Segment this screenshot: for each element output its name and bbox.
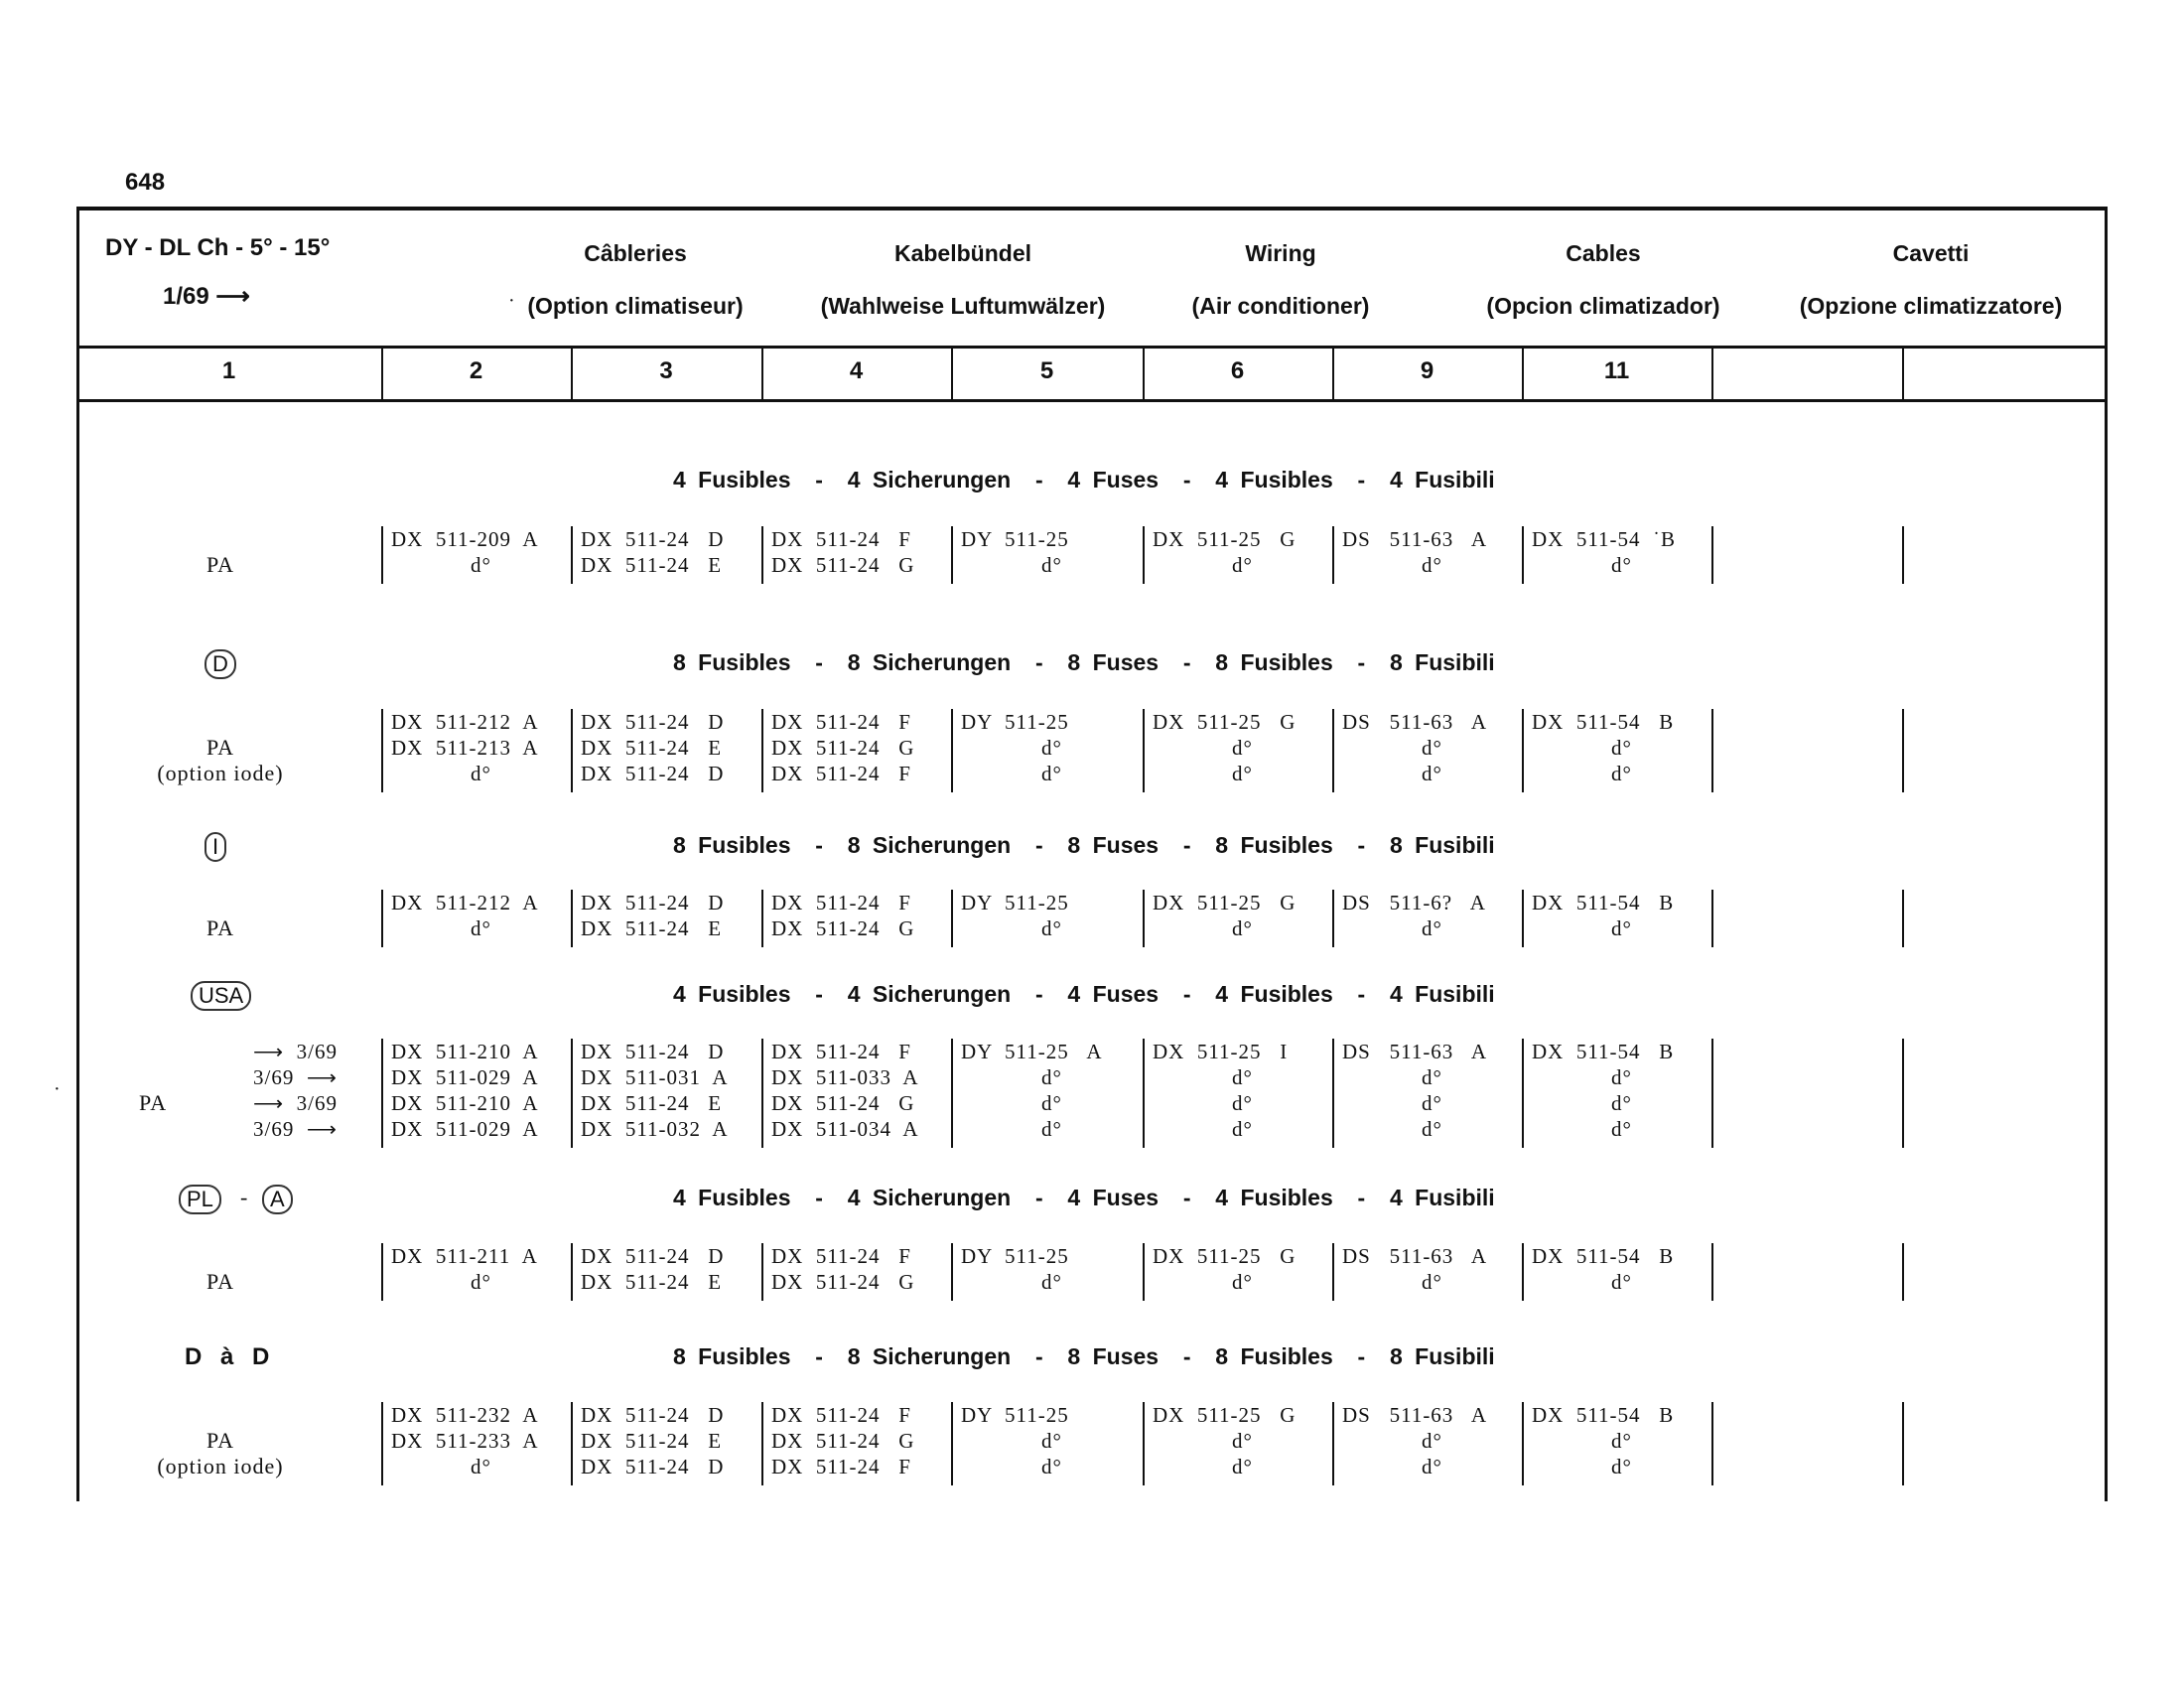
fuse-heading: 4 Fusibles - 4 Sicherungen - 4 Fuses - 4 Fusibles - 4 Fusibili — [673, 981, 1495, 1007]
part-cell — [1332, 1039, 1522, 1148]
part-number: DY 511-25 — [961, 891, 1069, 914]
part-cell — [381, 1039, 571, 1148]
part-number: d° — [1422, 762, 1442, 785]
column-separator — [381, 349, 383, 399]
part-cell — [1143, 1402, 1332, 1485]
stray-mark: · — [54, 1078, 61, 1100]
row-label — [111, 552, 330, 578]
part-number: DX 511-54 B — [1532, 1244, 1675, 1268]
part-number: d° — [471, 1455, 491, 1478]
part-number: d° — [471, 553, 491, 577]
part-cell — [1522, 526, 1711, 584]
part-cell — [571, 1039, 761, 1148]
model-line-1: DY - DL Ch - 5° - 15° — [105, 234, 331, 261]
part-number: d° — [1422, 1429, 1442, 1453]
column-rule — [1902, 1402, 1904, 1485]
fuse-heading: 4 Fusibles - 4 Sicherungen - 4 Fuses - 4 Fusibles - 4 Fusibili — [673, 1185, 1495, 1210]
part-number: d° — [1041, 916, 1062, 940]
part-number: DX 511-029 A — [391, 1065, 539, 1089]
part-number: DX 511-24 D — [581, 710, 725, 734]
part-number: d° — [1041, 1065, 1062, 1089]
part-number: d° — [1422, 1065, 1442, 1089]
part-number: DX 511-24 D — [581, 1040, 725, 1063]
part-number: d° — [1232, 1270, 1253, 1294]
part-number: DX 511-24 F — [771, 710, 911, 734]
column-number: 3 — [659, 357, 673, 384]
part-number: DX 511-24 E — [581, 553, 723, 577]
column-separator — [1332, 349, 1334, 399]
part-cell — [1332, 1243, 1522, 1301]
part-cell — [951, 1039, 1143, 1148]
part-number: d° — [1611, 916, 1632, 940]
label-line: PA — [205, 1269, 235, 1294]
part-number: DX 511-54 B — [1532, 710, 1675, 734]
date-range: ⟶ 3/69 — [253, 1040, 338, 1063]
region-marker: D à D — [185, 1343, 276, 1370]
part-cell — [1143, 526, 1332, 584]
row-label — [111, 915, 330, 941]
column-number: 11 — [1603, 357, 1630, 384]
column-separator — [1711, 349, 1713, 399]
column-number: 4 — [849, 357, 864, 384]
part-number: d° — [1422, 1270, 1442, 1294]
part-number: DX 511-24 E — [581, 1429, 723, 1453]
part-number: DX 511-209 A — [391, 527, 539, 551]
part-number: d° — [1611, 1429, 1632, 1453]
page-number: 648 — [125, 169, 166, 196]
part-cell — [951, 526, 1143, 584]
row-label — [111, 1428, 330, 1479]
fuse-heading: 8 Fusibles - 8 Sicherungen - 8 Fuses - 8 Fusibles - 8 Fusibili — [673, 649, 1495, 675]
column-rule — [1902, 1243, 1904, 1301]
part-number: DX 511-031 A — [581, 1065, 729, 1089]
part-cell — [381, 1243, 571, 1301]
part-number: DX 511-54 B — [1532, 891, 1675, 914]
part-number: d° — [1041, 1117, 1062, 1141]
column-number: 2 — [469, 357, 483, 384]
language-title: Cavetti — [1892, 240, 1970, 266]
part-number: d° — [1422, 916, 1442, 940]
part-cell — [761, 890, 951, 947]
column-rule — [1711, 526, 1713, 584]
part-number: DX 511-24 D — [581, 891, 725, 914]
part-cell — [571, 1243, 761, 1301]
part-number: DX 511-034 A — [771, 1117, 919, 1141]
part-number: d° — [1232, 762, 1253, 785]
part-number: DS 511-63 A — [1342, 710, 1488, 734]
language-subtitle: (Option climatiseur) — [527, 293, 744, 319]
part-cell — [951, 1243, 1143, 1301]
part-number: DX 511-213 A — [391, 736, 539, 760]
part-number: d° — [1611, 1455, 1632, 1478]
part-number: d° — [1422, 1117, 1442, 1141]
part-cell — [571, 890, 761, 947]
part-number: DS 511-63 A — [1342, 1403, 1488, 1427]
row-label: PA — [139, 1090, 168, 1115]
column-separator — [571, 349, 573, 399]
fuse-heading: 8 Fusibles - 8 Sicherungen - 8 Fuses - 8 Fusibles - 8 Fusibili — [673, 1343, 1495, 1369]
part-cell — [381, 709, 571, 792]
part-number: DX 511-24 F — [771, 762, 911, 785]
part-number: DX 511-25 G — [1153, 710, 1297, 734]
part-number: DX 511-24 G — [771, 1270, 915, 1294]
part-cell — [1522, 1243, 1711, 1301]
part-cell — [381, 1402, 571, 1485]
part-number: DX 511-24 F — [771, 1244, 911, 1268]
part-number: d° — [1611, 736, 1632, 760]
column-separator — [1143, 349, 1145, 399]
part-number: DX 511-24 F — [771, 891, 911, 914]
part-number: d° — [1422, 553, 1442, 577]
column-rule — [1902, 709, 1904, 792]
language-subtitle: (Wahlweise Luftumwälzer) — [820, 293, 1106, 319]
part-cell — [381, 526, 571, 584]
stray-mark: · — [508, 290, 515, 312]
part-number: DX 511-212 A — [391, 710, 539, 734]
part-number: DX 511-210 A — [391, 1091, 539, 1115]
part-cell — [1332, 890, 1522, 947]
part-number: DX 511-029 A — [391, 1117, 539, 1141]
part-cell — [761, 1243, 951, 1301]
language-column — [1732, 240, 2129, 320]
column-rule — [1711, 709, 1713, 792]
part-number: d° — [1041, 762, 1062, 785]
column-rule — [1711, 1402, 1713, 1485]
marker-separator: - — [240, 1185, 248, 1209]
part-cell — [1143, 709, 1332, 792]
part-number: DS 511-6? A — [1342, 891, 1486, 914]
part-cell — [1143, 890, 1332, 947]
column-rule — [1711, 1243, 1713, 1301]
part-number: d° — [471, 916, 491, 940]
column-rule — [1902, 1039, 1904, 1148]
part-cell — [761, 526, 951, 584]
part-number: DX 511-24 G — [771, 736, 915, 760]
part-number: DX 511-24 F — [771, 1455, 911, 1478]
part-number: DX 511-24 G — [771, 1091, 915, 1115]
part-number: DS 511-63 A — [1342, 1040, 1488, 1063]
label-line: PA — [205, 1428, 235, 1453]
region-marker: USA — [191, 981, 251, 1011]
part-cell — [1522, 890, 1711, 947]
part-cell — [1522, 1402, 1711, 1485]
column-number: 5 — [1039, 357, 1054, 384]
part-number: d° — [1422, 736, 1442, 760]
column-rule — [1711, 1039, 1713, 1148]
part-number: DX 511-24 E — [581, 916, 723, 940]
part-number: d° — [1041, 1455, 1062, 1478]
part-number: DY 511-25 — [961, 1403, 1069, 1427]
part-number: DX 511-032 A — [581, 1117, 729, 1141]
part-number: d° — [1232, 1117, 1253, 1141]
column-separator — [1902, 349, 1904, 399]
part-number: DX 511-24 G — [771, 916, 915, 940]
part-number: d° — [1422, 1455, 1442, 1478]
part-cell — [571, 1402, 761, 1485]
part-cell — [571, 526, 761, 584]
region-marker: D — [205, 649, 236, 679]
part-number: DX 511-54 B — [1532, 1040, 1675, 1063]
part-number: d° — [1041, 553, 1062, 577]
part-number: DX 511-54 B — [1532, 1403, 1675, 1427]
part-number: DY 511-25 — [961, 710, 1069, 734]
label-line: PA — [205, 552, 235, 577]
part-cell — [1522, 1039, 1711, 1148]
part-number: DX 511-24 D — [581, 1244, 725, 1268]
region-marker: A — [262, 1185, 293, 1214]
column-rule — [1711, 890, 1713, 947]
part-number: d° — [1232, 1091, 1253, 1115]
part-number: DS 511-63 A — [1342, 527, 1488, 551]
part-number: DX 511-25 G — [1153, 527, 1297, 551]
part-number: d° — [1611, 762, 1632, 785]
part-number: d° — [1232, 1429, 1253, 1453]
part-number: DX 511-25 G — [1153, 1403, 1297, 1427]
part-cell — [761, 1402, 951, 1485]
part-number: DX 511-24 F — [771, 1040, 911, 1063]
column-number-rule — [76, 399, 2105, 402]
part-number: DX 511-24 G — [771, 1429, 915, 1453]
label-line: PA — [205, 915, 235, 940]
label-line: (option iode) — [157, 1454, 284, 1478]
part-number: DX 511-24 F — [771, 1403, 911, 1427]
region-marker: I — [205, 832, 226, 862]
part-number: d° — [1611, 1117, 1632, 1141]
column-number: 9 — [1420, 357, 1434, 384]
part-number: d° — [1611, 1091, 1632, 1115]
model-line-2: 1/69 ⟶ — [163, 283, 250, 310]
part-number: DX 511-24 D — [581, 1403, 725, 1427]
part-number: d° — [1041, 1091, 1062, 1115]
part-cell — [571, 709, 761, 792]
region-marker: PL — [179, 1185, 221, 1214]
part-cell — [1143, 1243, 1332, 1301]
part-cell — [951, 890, 1143, 947]
part-number: DX 511-210 A — [391, 1040, 539, 1063]
part-number: DY 511-25 A — [961, 1040, 1103, 1063]
language-title: Wiring — [1245, 240, 1316, 266]
row-label — [111, 735, 330, 786]
column-rule — [1902, 890, 1904, 947]
language-subtitle: (Opzione climatizzatore) — [1799, 293, 2063, 319]
part-cell — [761, 1039, 951, 1148]
part-number: DX 511-25 I — [1153, 1040, 1289, 1063]
column-separator — [1522, 349, 1524, 399]
part-number: DX 511-233 A — [391, 1429, 539, 1453]
part-cell — [951, 1402, 1143, 1485]
language-title: Cables — [1566, 240, 1641, 266]
part-number: d° — [1041, 736, 1062, 760]
language-subtitle: (Air conditioner) — [1191, 293, 1370, 319]
date-range: 3/69 ⟶ — [253, 1065, 338, 1089]
part-number: d° — [471, 1270, 491, 1294]
part-number: DX 511-211 A — [391, 1244, 538, 1268]
part-number: DY 511-25 — [961, 1244, 1069, 1268]
part-cell — [1332, 1402, 1522, 1485]
column-number: 1 — [221, 357, 236, 384]
part-number: DX 511-24 D — [581, 1455, 725, 1478]
part-number: DX 511-25 G — [1153, 891, 1297, 914]
column-separator — [761, 349, 763, 399]
part-number: d° — [1041, 1270, 1062, 1294]
part-number: DX 511-24 D — [581, 527, 725, 551]
part-cell — [1143, 1039, 1332, 1148]
fuse-heading: 8 Fusibles - 8 Sicherungen - 8 Fuses - 8 Fusibles - 8 Fusibili — [673, 832, 1495, 858]
part-cell — [1522, 709, 1711, 792]
part-number: d° — [1422, 1091, 1442, 1115]
part-number: DX 511-25 G — [1153, 1244, 1297, 1268]
part-number: d° — [1232, 736, 1253, 760]
fuse-heading: 4 Fusibles - 4 Sicherungen - 4 Fuses - 4 Fusibles - 4 Fusibili — [673, 467, 1495, 492]
part-number: DX 511-24 E — [581, 736, 723, 760]
language-subtitle: (Opcion climatizador) — [1486, 293, 1720, 319]
part-number: DX 511-232 A — [391, 1403, 539, 1427]
part-number: DX 511-54 ˙B — [1532, 527, 1677, 551]
part-number: DX 511-24 E — [581, 1091, 723, 1115]
part-number: d° — [1232, 1455, 1253, 1478]
part-number: DX 511-24 F — [771, 527, 911, 551]
column-number: 6 — [1230, 357, 1245, 384]
part-number: DY 511-25 — [961, 527, 1069, 551]
part-number: DS 511-63 A — [1342, 1244, 1488, 1268]
label-line: PA — [205, 735, 235, 760]
part-number: d° — [1611, 553, 1632, 577]
part-cell — [1332, 526, 1522, 584]
row-label — [111, 1269, 330, 1295]
part-cell — [381, 890, 571, 947]
part-number: DX 511-24 D — [581, 762, 725, 785]
part-cell — [1332, 709, 1522, 792]
part-number: DX 511-24 G — [771, 553, 915, 577]
part-cell — [951, 709, 1143, 792]
part-number: d° — [1611, 1270, 1632, 1294]
part-number: d° — [1041, 1429, 1062, 1453]
label-line: (option iode) — [157, 761, 284, 785]
date-range: 3/69 ⟶ — [253, 1117, 338, 1141]
part-number: DX 511-24 E — [581, 1270, 723, 1294]
part-number: DX 511-033 A — [771, 1065, 919, 1089]
part-number: d° — [471, 762, 491, 785]
date-range: ⟶ 3/69 — [253, 1091, 338, 1115]
part-number: DX 511-212 A — [391, 891, 539, 914]
column-separator — [951, 349, 953, 399]
part-cell — [761, 709, 951, 792]
column-rule — [1902, 526, 1904, 584]
part-number: d° — [1232, 1065, 1253, 1089]
part-number: d° — [1232, 916, 1253, 940]
language-title: Câbleries — [584, 240, 687, 266]
part-number: d° — [1611, 1065, 1632, 1089]
part-number: d° — [1232, 553, 1253, 577]
language-title: Kabelbündel — [893, 240, 1031, 266]
